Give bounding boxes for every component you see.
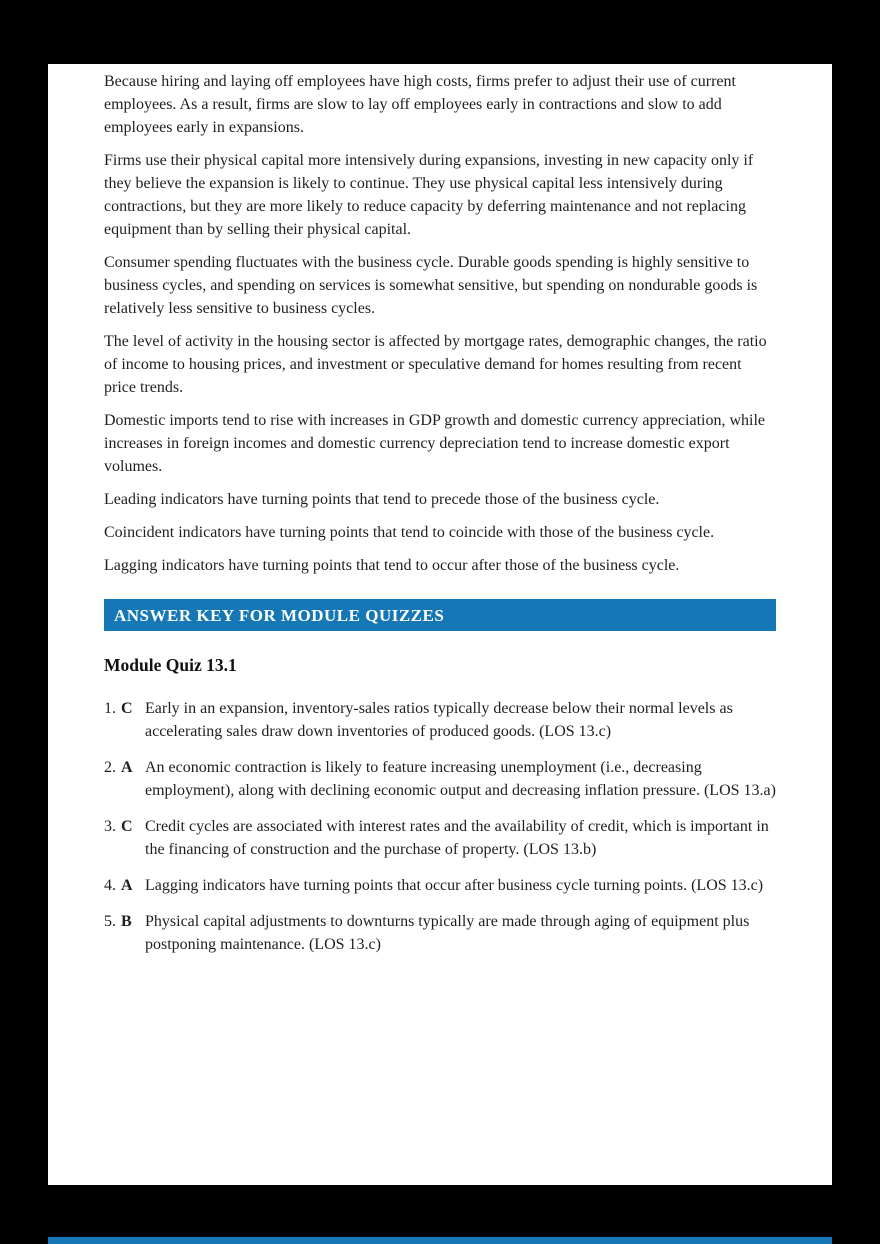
answer-item (104, 910, 776, 956)
answer-list (104, 697, 776, 956)
answer-letter: C (121, 700, 133, 717)
document-page (48, 64, 832, 1185)
answer-item (104, 815, 776, 861)
next-page-edge (48, 1237, 832, 1244)
body-paragraph: Because hiring and laying off employees have high costs, firms prefer to adjust their use of current employees. As a result, firms are slow to lay off employees early in contractions and slow to add employees early in expansions. (104, 73, 736, 136)
answer-item (104, 756, 776, 802)
answer-number: 4. (104, 877, 116, 894)
answer-text: Physical capital adjustments to downturns typically are made through aging of equipment plus postponing maintenance. (LOS 13.c) (145, 913, 750, 953)
answer-text: An economic contraction is likely to feature increasing unemployment (i.e., decreasing employment), along with declining economic output and decreasing inflation pressure. (LOS 13.a) (145, 759, 776, 799)
answer-text: Lagging indicators have turning points that occur after business cycle turning points. (LOS 13.c) (145, 877, 764, 894)
answer-number: 5. (104, 913, 116, 930)
answer-text: Early in an expansion, inventory-sales ratios typically decrease below their normal levels as accelerating sales draw down inventories of produced goods. (LOS 13.c) (145, 700, 733, 740)
answer-key-banner-label: ANSWER KEY FOR MODULE QUIZZES (114, 605, 445, 625)
body-paragraph: Coincident indicators have turning points that tend to coincide with those of the business cycle. (104, 524, 715, 541)
answer-letter: A (121, 877, 133, 894)
body-paragraph: Lagging indicators have turning points that tend to occur after those of the business cycle. (104, 557, 680, 574)
answer-item (104, 874, 776, 897)
quiz-title: Module Quiz 13.1 (104, 655, 237, 675)
answer-number: 1. (104, 700, 116, 717)
answer-letter: A (121, 759, 133, 776)
body-paragraph: The level of activity in the housing sector is affected by mortgage rates, demographic changes, the ratio of income to housing prices, and investment or speculative demand for homes resulting from recent price trends. (104, 333, 767, 396)
body-paragraph: Leading indicators have turning points that tend to precede those of the business cycle. (104, 491, 660, 508)
body-paragraph: Consumer spending fluctuates with the business cycle. Durable goods spending is highly sensitive to business cycles, and spending on services is somewhat sensitive, but spending on nondurable goods is relatively less sensitive to business cycles. (104, 254, 758, 317)
answer-number: 3. (104, 818, 116, 835)
answer-text: Credit cycles are associated with interest rates and the availability of credit, which is important in the financing of construction and the purchase of property. (LOS 13.b) (145, 818, 769, 858)
body-paragraph: Firms use their physical capital more intensively during expansions, investing in new capacity only if they believe the expansion is likely to continue. They use physical capital less intensively during contractions, but they are more likely to reduce capacity by deferring maintenance and not replacing equipment than by selling their physical capital. (104, 152, 754, 238)
answer-letter: B (121, 913, 132, 930)
answer-key-banner (104, 599, 776, 631)
answer-letter: C (121, 818, 133, 835)
answer-number: 2. (104, 759, 116, 776)
page-content (48, 64, 832, 956)
answer-item (104, 697, 776, 743)
body-paragraph: Domestic imports tend to rise with increases in GDP growth and domestic currency appreciation, while increases in foreign incomes and domestic currency depreciation tend to increase domestic export volumes. (104, 412, 766, 475)
